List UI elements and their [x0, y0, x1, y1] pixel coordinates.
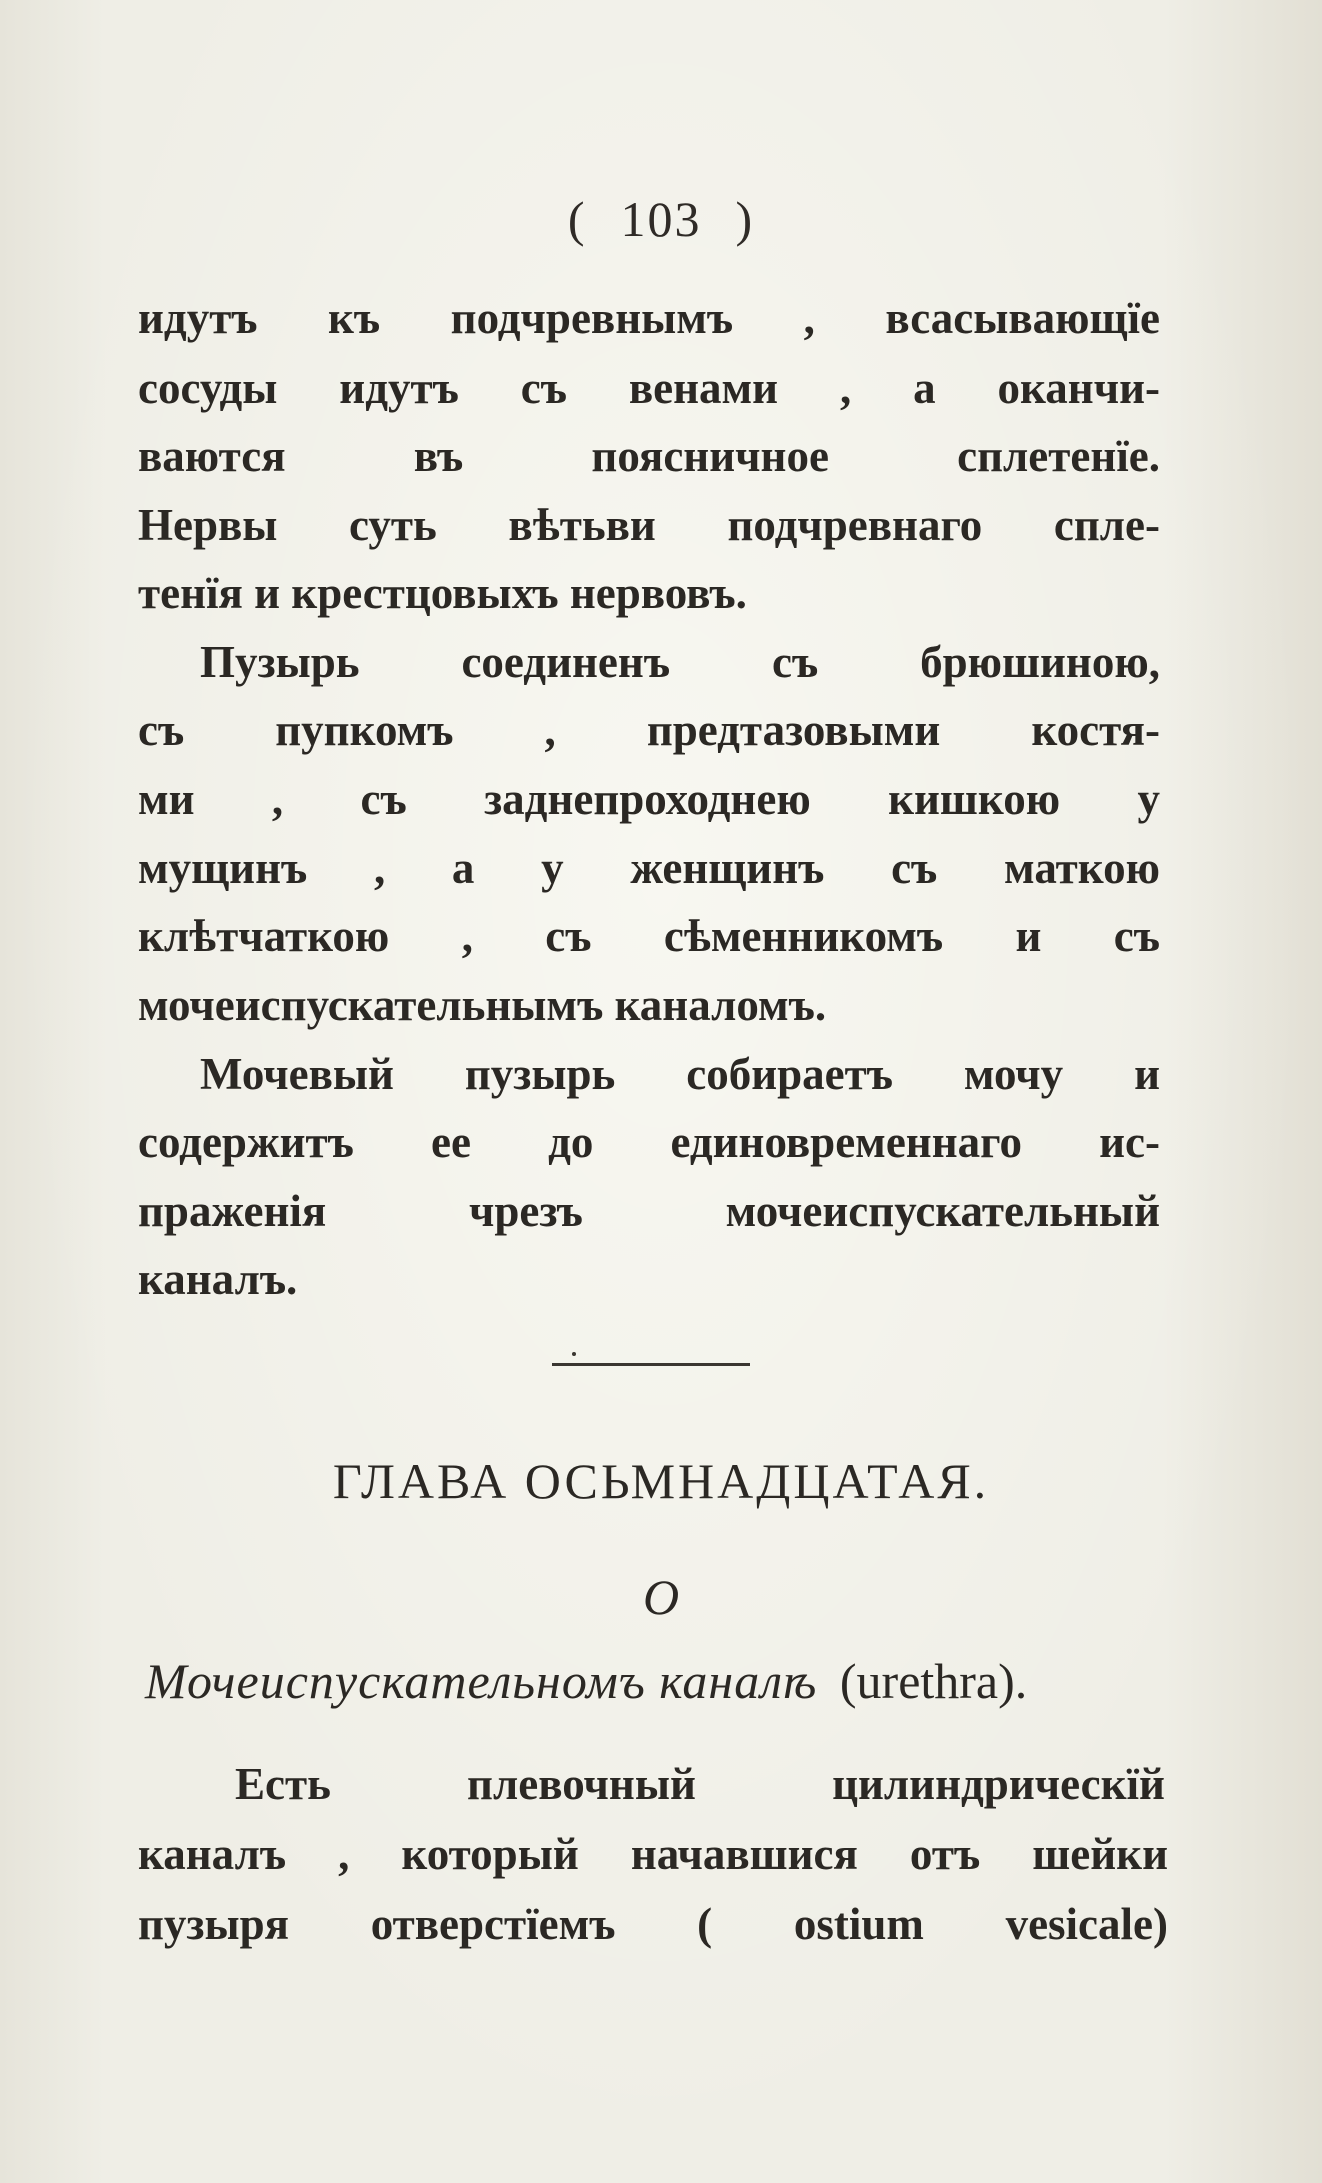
page-number-open-paren: ( — [567, 191, 587, 247]
section-subtitle-latin: (urethra). — [839, 1653, 1028, 1709]
section-divider — [552, 1363, 750, 1366]
text-line: Есть плевочный цилиндрическїй — [235, 1759, 1165, 1809]
text-line: сосуды идутъ съ венами , а оканчи- — [138, 363, 1160, 413]
text-line: съ пупкомъ , предтазовыми костя- — [138, 705, 1160, 755]
section-subtitle — [145, 1652, 1175, 1710]
text-line: ваются въ поясничное сплетенїе. — [138, 431, 1160, 481]
text-line: мущинъ , а у женщинъ съ маткою — [138, 843, 1160, 893]
text-line: тенїя и крестцовыхъ нервовъ. — [138, 568, 747, 618]
text-line: клѣтчаткою , съ сѣменникомъ и съ — [138, 911, 1160, 961]
text-line: Пузырь соединенъ съ брюшиною, — [200, 637, 1160, 687]
text-line: каналъ , который начавшися отъ шейки — [138, 1829, 1168, 1879]
page-number — [0, 190, 1322, 248]
section-subtitle-russian: Мочеиспускательномъ каналѣ — [145, 1653, 818, 1709]
page-number-value: 103 — [620, 191, 702, 247]
text-line: Мочевый пузырь собираетъ мочу и — [200, 1049, 1160, 1099]
text-line: мочеиспускательнымъ каналомъ. — [138, 980, 827, 1030]
text-line: идутъ къ подчревнымъ , всасывающїе — [138, 293, 1160, 343]
section-heading-o: О — [642, 1569, 680, 1625]
text-line: праженія чрезъ мочеиспускательный — [138, 1186, 1160, 1236]
text-line: каналъ. — [138, 1254, 298, 1304]
divider-dot — [572, 1352, 576, 1356]
text-line: ми , съ заднепроходнею кишкою у — [138, 774, 1160, 824]
text-line: пузыря отверстїемъ ( ostium vesicale) — [138, 1899, 1168, 1949]
page-number-close-paren: ) — [735, 191, 755, 247]
chapter-title: ГЛАВА ОСЬМНАДЦАТАЯ. — [332, 1453, 990, 1509]
text-line: содержитъ ее до единовременнаго ис- — [138, 1117, 1160, 1167]
text-line: Нервы суть вѣтьви подчревнаго спле- — [138, 500, 1160, 550]
